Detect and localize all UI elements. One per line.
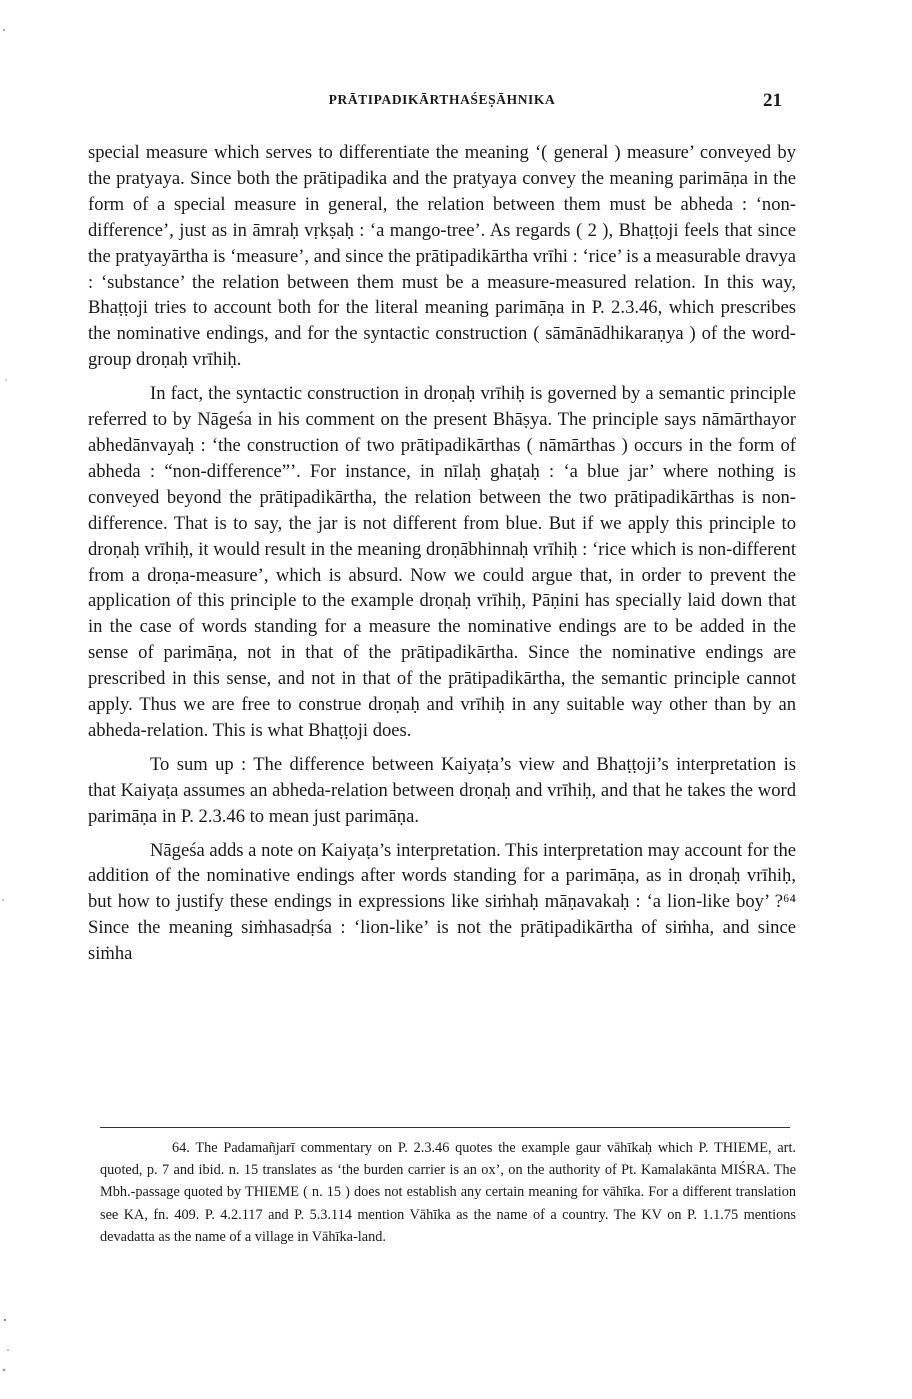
- paragraph-4: Nāgeśa adds a note on Kaiyaṭa’s interpretation. This interpretation may account for the addition of the nominative endings after words standing for a parimāṇa, as in droṇaḥ vrīhiḥ, but how to justify these endings in expressions like siṁhaḥ māṇavakaḥ : ‘a lion-like boy’ ?⁶⁴ Since the meaning siṁhasadṛśa : ‘lion-like’ is not the prātipadikārtha of siṁha, and since siṁha: [88, 839, 796, 965]
- paragraph-1: special measure which serves to differentiate the meaning ‘( general ) measure’ conveyed by the pratyaya. Since both the prātipadika and the pratyaya convey the meaning parimāṇa in the form of a special measure in general, the relation between them must be abheda : ‘non-difference’, just as in āmraḥ vṛkṣaḥ : ‘a mango-tree’. As regards ( 2 ), Bhaṭṭoji feels that since the pratyayārtha is ‘measure’, and since the prātipadikārtha vrīhi : ‘rice’ is a measurable dravya : ‘substance’ the relation between them must be a measure-measured relation. In this way, Bhaṭṭoji tries to account both for the literal meaning parimāṇa in P. 2.3.46, which prescribes the nominative endings, and for the syntactic construction ( sāmānādhikaraṇya ) of the word-group droṇaḥ vrīhiḥ.: [88, 142, 796, 371]
- page-number: 21: [763, 90, 782, 111]
- scan-margin-specks: [0, 0, 14, 1399]
- footnote-64: 64. The Padamañjarī commentary on P. 2.3.46 quotes the example gaur vāhīkaḥ which P. THIEME, art. quoted, p. 7 and ibid. n. 15 translates as ‘the burden carrier is an ox’, on the authority of Pt. Kamalakānta MIŚRA. The Mbh.-passage quoted by THIEME ( n. 15 ) does not establish any certain meaning for vāhīka. For a different translation see KA, fn. 409. P. 4.2.117 and P. 5.3.114 mention Vāhīka as the name of a country. The KV on P. 1.1.75 mentions devadatta as the name of a village in Vāhīka-land.: [100, 1140, 796, 1245]
- body-text: [88, 140, 796, 975]
- paragraph-3: To sum up : The difference between Kaiyaṭa’s view and Bhaṭṭoji’s interpretation is that Kaiyaṭa assumes an abheda-relation between droṇaḥ and vrīhiḥ, and that he takes the word parimāṇa in P. 2.3.46 to mean just parimāṇa.: [88, 753, 796, 827]
- paragraph-2: In fact, the syntactic construction in droṇaḥ vrīhiḥ is governed by a semantic principle referred to by Nāgeśa in his comment on the present Bhāṣya. The principle says nāmārthayor abhedānvayaḥ : ‘the construction of two prātipadikārthas ( nāmārthas ) occurs in the form of abheda : “non-difference”’. For instance, in nīlaḥ ghaṭaḥ : ‘a blue jar’ where nothing is conveyed beyond the prātipadikārtha, the relation between the two prātipadikārthas is non-difference. That is to say, the jar is not different from blue. But if we apply this principle to droṇaḥ vrīhiḥ, it would result in the meaning droṇābhinnaḥ vrīhiḥ : ‘rice which is non-different from a droṇa-measure’, which is absurd. Now we could argue that, in order to prevent the application of this principle to the example droṇaḥ vrīhiḥ, Pāṇini has specially laid down that in the case of words standing for a measure the nominative endings are to be added in the sense of parimāṇa, not in that of the prātipadikārtha. Since the nominative endings are prescribed in this sense, and not in that of the prātipadikārtha, the semantic principle cannot apply. Thus we are free to construe droṇaḥ and vrīhiḥ in any suitable way other than by an abheda-relation. This is what Bhaṭṭoji does.: [88, 383, 796, 741]
- running-head: [88, 90, 796, 112]
- footnote-rule: [100, 1127, 790, 1128]
- running-title: PRĀTIPADIKĀRTHAŚEṢĀHNIKA: [328, 92, 556, 107]
